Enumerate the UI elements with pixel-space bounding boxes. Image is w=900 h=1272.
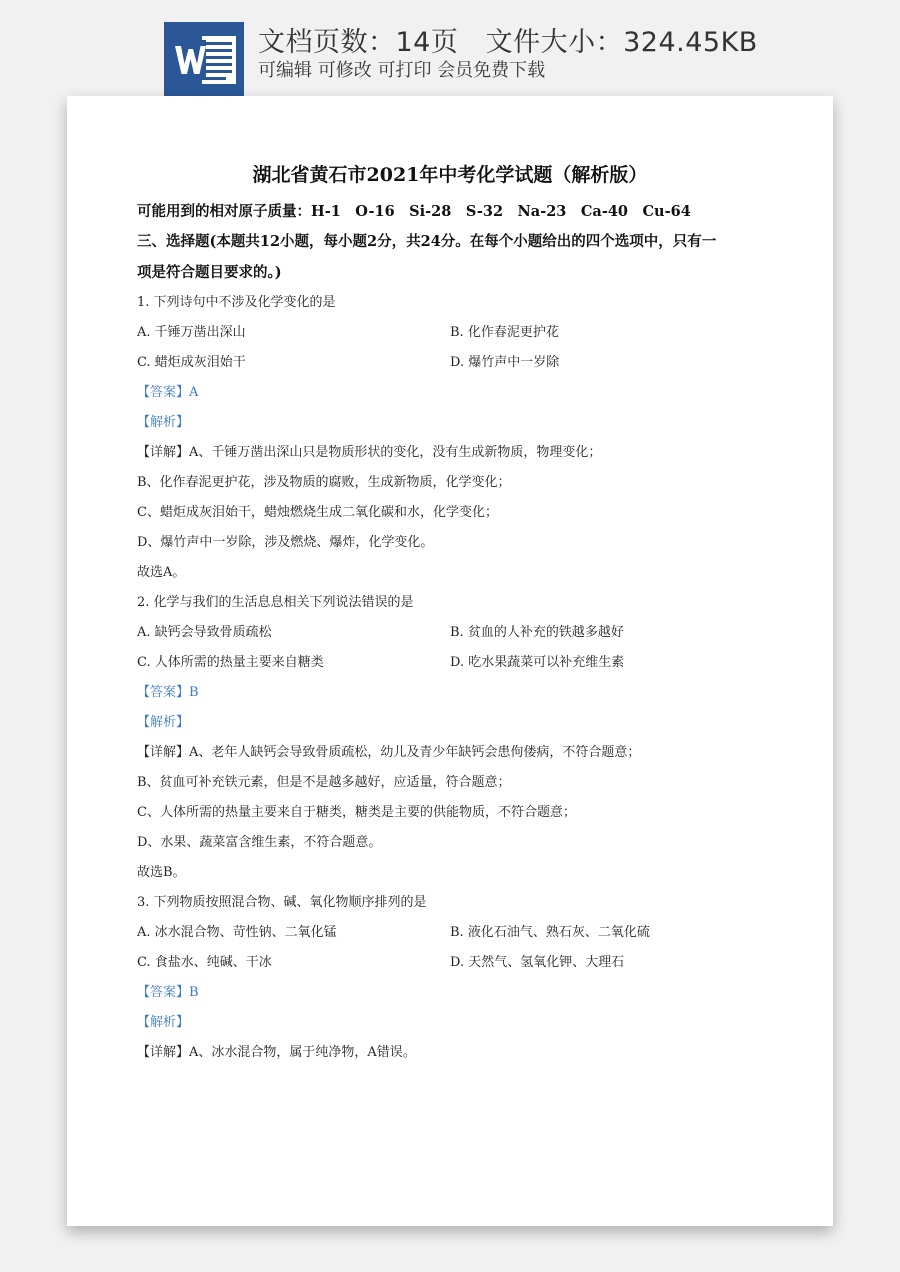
- q2-detail-4: D、水果、蔬菜富含维生素，不符合题意。: [137, 835, 382, 850]
- q2-answer: 【答案】B: [137, 685, 199, 700]
- q2-analysis-label: 【解析】: [137, 715, 190, 730]
- q1-detail-1: 【详解】A、千锤万凿出深山只是物质形状的变化，没有生成新物质，物理变化；: [137, 445, 602, 460]
- document-title: 湖北省黄石市2021年中考化学试题（解析版）: [252, 164, 648, 186]
- q2-option-c: C. 人体所需的热量主要来自糖类: [137, 655, 324, 670]
- q1-analysis-label: 【解析】: [137, 415, 190, 430]
- q2-option-b: B. 贫血的人补充的铁越多越好: [450, 625, 624, 640]
- q2-option-d: D. 吃水果蔬菜可以补充维生素: [450, 655, 625, 670]
- download-banner: [0, 0, 900, 96]
- q3-option-a: A. 冰水混合物、苛性钠、二氧化锰: [137, 925, 337, 940]
- q3-detail-1: 【详解】A、冰水混合物，属于纯净物，A错误。: [137, 1045, 416, 1060]
- q1-option-b: B. 化作春泥更护花: [450, 325, 559, 340]
- file-info-line: [258, 20, 758, 59]
- question-2-stem: 2. 化学与我们的生活息息相关下列说法错误的是: [137, 595, 414, 610]
- q1-option-a: A. 千锤万凿出深山: [137, 325, 246, 340]
- question-3-stem: 3. 下列物质按照混合物、碱、氧化物顺序排列的是: [137, 895, 427, 910]
- question-1-stem: 1. 下列诗句中不涉及化学变化的是: [137, 295, 336, 310]
- page-count: 文档页数：14页: [258, 27, 459, 58]
- feature-list: 可编辑 可修改 可打印 会员免费下载: [258, 60, 546, 81]
- section-heading: 三、选择题(本题共12小题，每小题2分，共24分。在每个小题给出的四个选项中，只有一: [137, 233, 717, 250]
- section-heading-cont: 项是符合题目要求的。): [137, 264, 282, 281]
- q2-detail-1: 【详解】A、老年人缺钙会导致骨质疏松，幼儿及青少年缺钙会患佝偻病，不符合题意；: [137, 745, 641, 760]
- q1-choice: 故选A。: [137, 565, 186, 580]
- q1-answer: 【答案】A: [137, 385, 199, 400]
- q1-detail-4: D、爆竹声中一岁除，涉及燃烧、爆炸，化学变化。: [137, 535, 434, 550]
- q3-answer: 【答案】B: [137, 985, 199, 1000]
- q2-choice: 故选B。: [137, 865, 186, 880]
- q3-option-d: D. 天然气、氢氧化钾、大理石: [450, 955, 625, 970]
- q3-option-b: B. 液化石油气、熟石灰、二氧化硫: [450, 925, 650, 940]
- q1-detail-3: C、蜡炬成灰泪始干，蜡烛燃烧生成二氧化碳和水，化学变化；: [137, 505, 498, 520]
- word-file-icon: [164, 22, 244, 96]
- q2-detail-2: B、贫血可补充铁元素，但是不是越多越好，应适量，符合题意；: [137, 775, 511, 790]
- q2-option-a: A. 缺钙会导致骨质疏松: [137, 625, 272, 640]
- document-page: [67, 96, 833, 1226]
- q2-detail-3: C、人体所需的热量主要来自于糖类，糖类是主要的供能物质，不符合题意；: [137, 805, 576, 820]
- q1-option-d: D. 爆竹声中一岁除: [450, 355, 560, 370]
- file-size: 文件大小：324.45KB: [485, 27, 758, 58]
- q1-detail-2: B、化作春泥更护花，涉及物质的腐败，生成新物质，化学变化；: [137, 475, 511, 490]
- q3-analysis-label: 【解析】: [137, 1015, 190, 1030]
- q3-option-c: C. 食盐水、纯碱、干冰: [137, 955, 272, 970]
- atomic-masses: 可能用到的相对原子质量：H-1 O-16 Si-28 S-32 Na-23 Ca-40 Cu-64: [137, 203, 691, 220]
- q1-option-c: C. 蜡炬成灰泪始干: [137, 355, 246, 370]
